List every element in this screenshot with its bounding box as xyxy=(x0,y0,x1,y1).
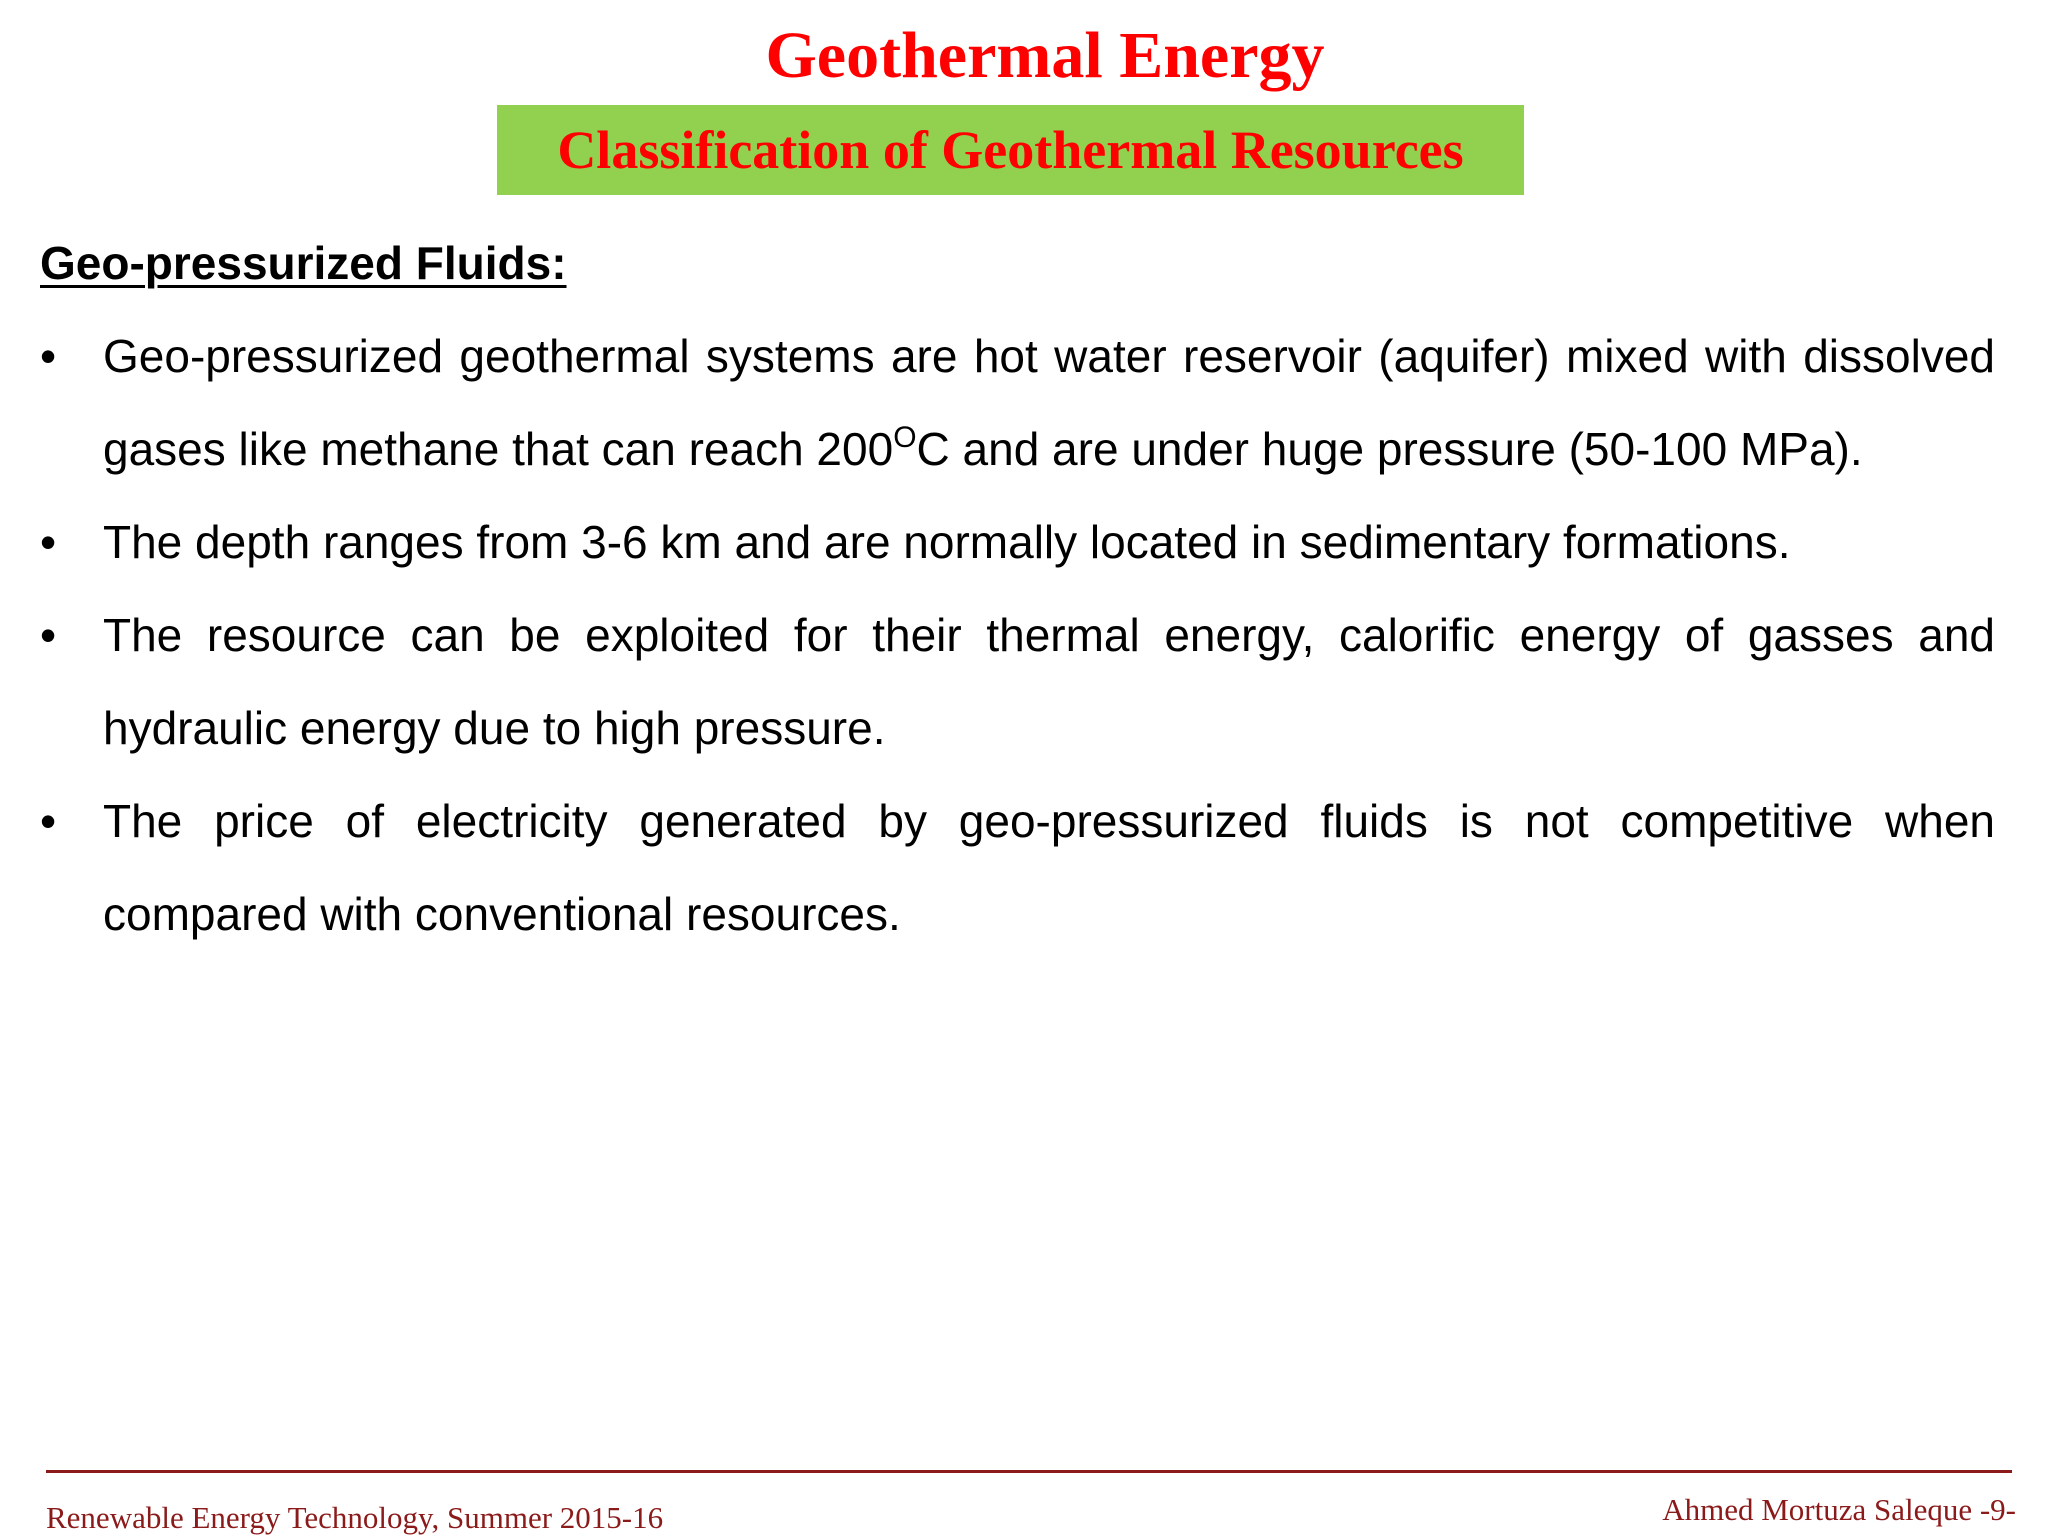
bullet-text: The depth ranges from 3-6 km and are normally located in sedimentary formations. xyxy=(103,516,1791,568)
bullet-marker: • xyxy=(40,330,57,382)
subtitle-banner xyxy=(497,105,1524,195)
bullet-text: The resource can be exploited for their thermal energy, calorific energy of gasses and hydraulic energy due to high pressure. xyxy=(103,609,1995,754)
footer-author-page: Ahmed Mortuza Saleque -9- xyxy=(1662,1492,2016,1527)
bullet-text: Geo-pressurized geothermal systems are hot water reservoir (aquifer) mixed with dissolved gases like methane that can reach 200 xyxy=(103,330,1995,475)
bullet-marker: • xyxy=(40,516,57,568)
bullet-item xyxy=(40,775,1995,961)
bullet-marker: • xyxy=(40,795,57,847)
bullet-marker: • xyxy=(40,609,57,661)
bullet-item xyxy=(40,310,1995,496)
slide-subtitle: Classification of Geothermal Resources xyxy=(557,120,1464,180)
degree-superscript: O xyxy=(893,421,917,454)
bullet-item xyxy=(40,496,1995,589)
slide-title: Geothermal Energy xyxy=(765,19,1325,92)
footer-course: Renewable Energy Technology, Summer 2015-16 xyxy=(46,1500,664,1535)
footer-divider xyxy=(46,1470,2012,1473)
bullet-list xyxy=(40,310,1995,961)
bullet-text: The price of electricity generated by geo-pressurized fluids is not competitive when compared with conventional resources. xyxy=(103,795,1995,940)
bullet-text-continued: C and are under huge pressure (50-100 MPa). xyxy=(916,423,1863,475)
section-heading: Geo-pressurized Fluids: xyxy=(40,237,567,289)
bullet-item xyxy=(40,589,1995,775)
